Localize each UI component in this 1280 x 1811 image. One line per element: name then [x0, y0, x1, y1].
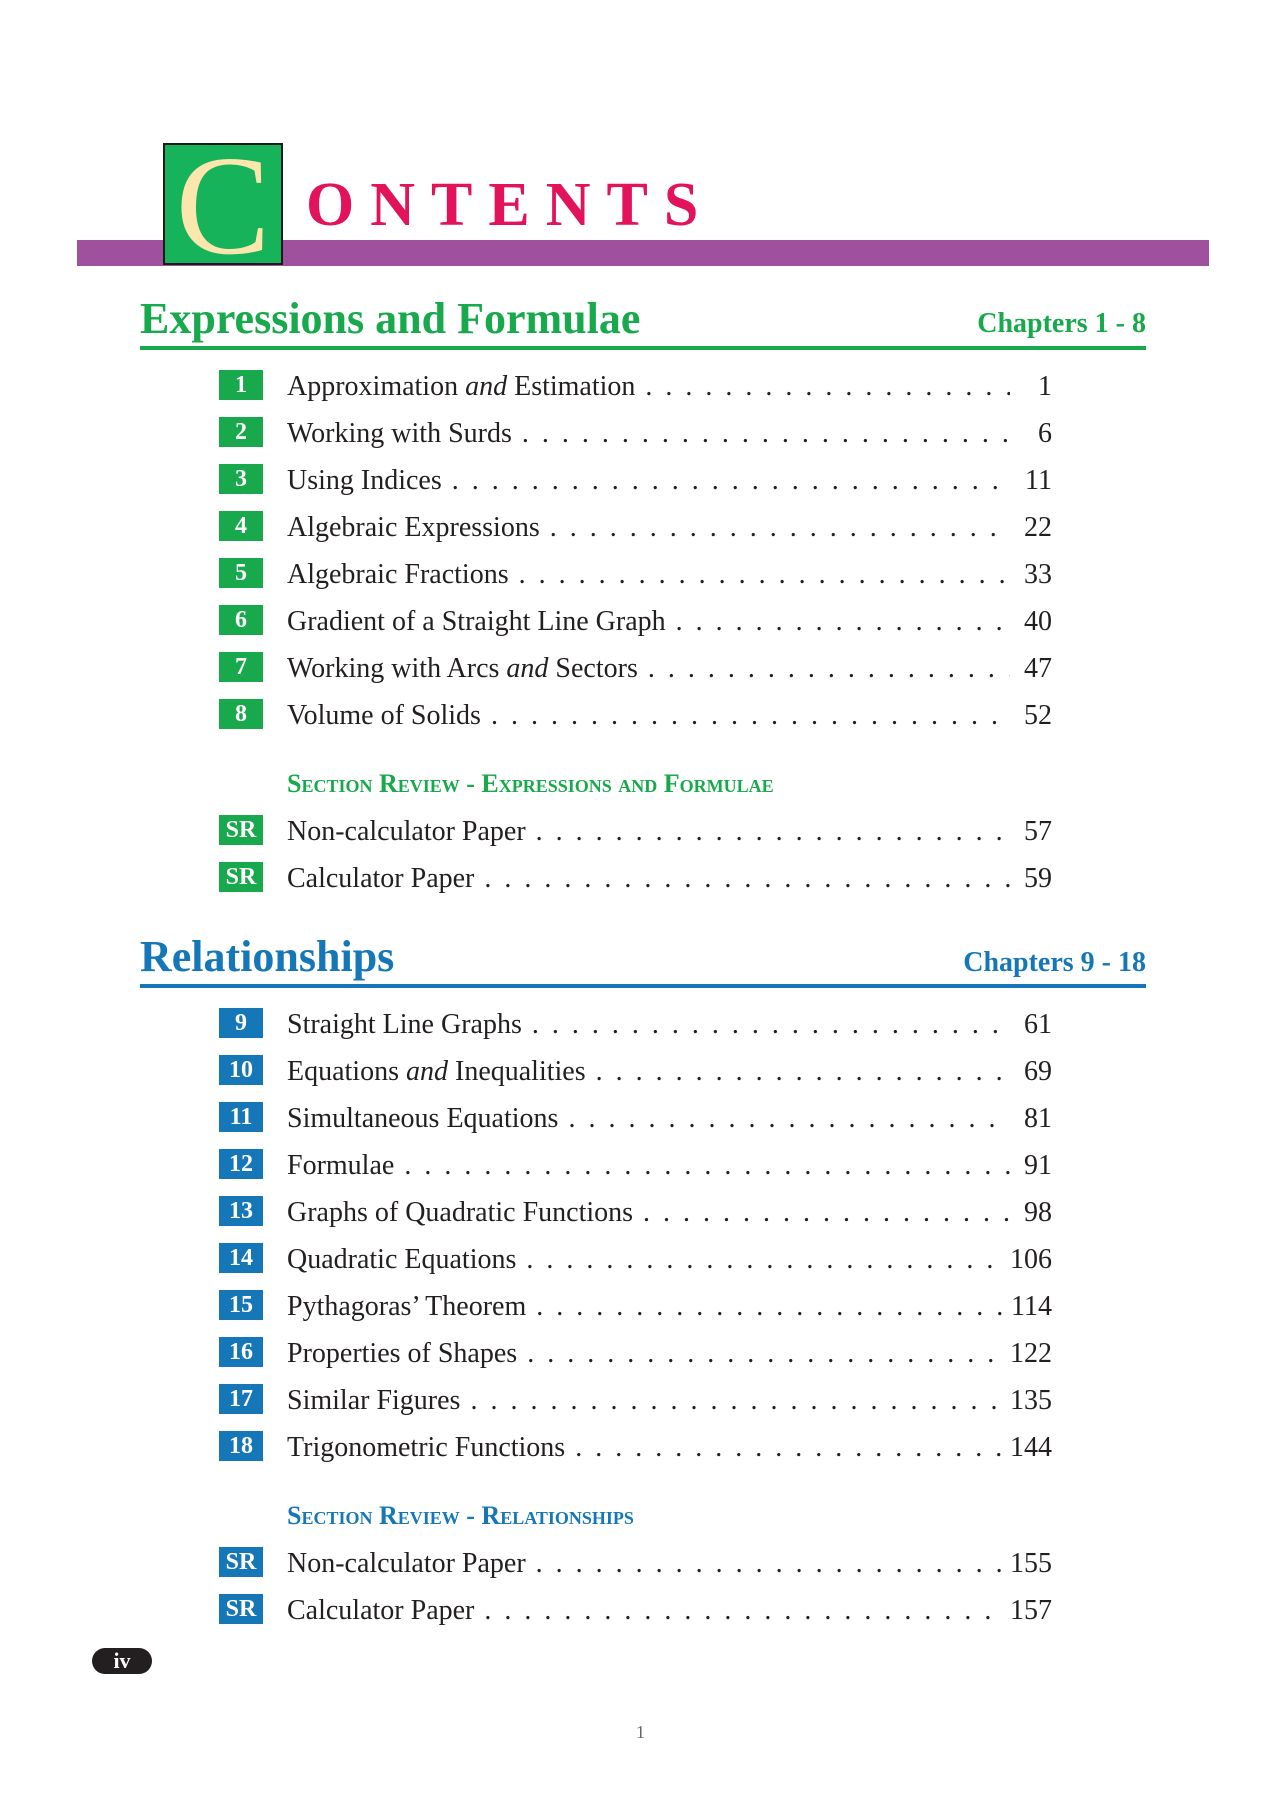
chapter-badge: 15 [219, 1290, 263, 1320]
chapter-title: Properties of Shapes [287, 1337, 518, 1369]
dot-leader [568, 1103, 1010, 1135]
toc-row[interactable] [0, 1048, 1280, 1095]
toc-row[interactable] [0, 1540, 1280, 1587]
dot-leader [522, 418, 1010, 450]
page-number: 98 [1024, 1196, 1052, 1228]
page-number: 52 [1024, 699, 1052, 731]
page-number: 114 [1011, 1290, 1052, 1322]
section-review-heading: Section Review - Expressions and Formulae [287, 769, 774, 798]
dot-leader [645, 371, 1010, 403]
contents-title: ONTENTS [306, 171, 715, 239]
chapter-badge: 16 [219, 1337, 263, 1367]
toc-row[interactable] [0, 1587, 1280, 1634]
page-number: 135 [1010, 1384, 1052, 1416]
page-number: 69 [1024, 1055, 1052, 1087]
chapter-title: Pythagoras’ Theorem [287, 1290, 527, 1322]
chapter-title: Graphs of Quadratic Functions [287, 1196, 634, 1228]
section-review-heading: Section Review - Relationships [287, 1501, 634, 1530]
page-number: 157 [1010, 1594, 1052, 1626]
section-range: Chapters 9 - 18 [963, 947, 1146, 978]
footer-mark: 1 [636, 1722, 645, 1742]
chapter-title: Algebraic Expressions [287, 511, 540, 543]
dot-leader [484, 1595, 1002, 1627]
review-badge: SR [219, 1594, 263, 1624]
toc-row[interactable] [0, 692, 1280, 739]
toc-row[interactable] [0, 598, 1280, 645]
section-title: Expressions and Formulae [140, 294, 641, 343]
section-range: Chapters 1 - 8 [977, 308, 1146, 339]
chapter-badge: 8 [219, 699, 263, 729]
toc-row[interactable] [0, 1001, 1280, 1048]
chapter-badge: 11 [219, 1102, 263, 1132]
page-number: 33 [1024, 558, 1052, 590]
contents-initial-letter: C [175, 126, 271, 284]
dot-leader [484, 863, 1010, 895]
page-number-tab: iv [92, 1648, 152, 1674]
chapter-badge: 18 [219, 1431, 263, 1461]
review-title: Non-calculator Paper [287, 815, 526, 847]
review-title: Calculator Paper [287, 862, 475, 894]
chapter-title: Working with Surds [287, 417, 512, 449]
chapter-badge: 10 [219, 1055, 263, 1085]
chapter-badge: 6 [219, 605, 263, 635]
page-number: 47 [1024, 652, 1052, 684]
chapter-title: Trigonometric Functions [287, 1431, 566, 1463]
dot-leader [536, 1291, 1003, 1323]
page-number: 155 [1010, 1547, 1052, 1579]
toc-row[interactable] [0, 363, 1280, 410]
toc-row[interactable] [0, 1283, 1280, 1330]
page-number: 57 [1024, 815, 1052, 847]
page-number: 59 [1024, 862, 1052, 894]
dot-leader [575, 1432, 1002, 1464]
toc-row[interactable] [0, 808, 1280, 855]
review-badge: SR [219, 1547, 263, 1577]
dot-leader [452, 465, 1010, 497]
review-title: Calculator Paper [287, 1594, 475, 1626]
review-title: Non-calculator Paper [287, 1547, 526, 1579]
dot-leader [550, 512, 1010, 544]
toc-row[interactable] [0, 551, 1280, 598]
page-number: 81 [1024, 1102, 1052, 1134]
dot-leader [648, 653, 1010, 685]
page-number: 6 [1038, 417, 1052, 449]
toc-row[interactable] [0, 1377, 1280, 1424]
page-number: 40 [1024, 605, 1052, 637]
review-badge: SR [219, 815, 263, 845]
dot-leader [536, 1548, 1002, 1580]
toc-row[interactable] [0, 1236, 1280, 1283]
toc-row[interactable] [0, 1424, 1280, 1471]
dot-leader [491, 700, 1010, 732]
page-number: 91 [1024, 1149, 1052, 1181]
chapter-title: Straight Line Graphs [287, 1008, 522, 1040]
chapter-badge: 12 [219, 1149, 263, 1179]
toc-row[interactable] [0, 1095, 1280, 1142]
review-badge: SR [219, 862, 263, 892]
chapter-badge: 2 [219, 417, 263, 447]
dot-leader [404, 1150, 1010, 1182]
dot-leader [470, 1385, 1002, 1417]
page-number: 144 [1010, 1431, 1052, 1463]
chapter-title: Working with Arcs and Sectors [287, 652, 638, 684]
page-number: 122 [1010, 1337, 1052, 1369]
dot-leader [536, 816, 1010, 848]
toc-row[interactable] [0, 504, 1280, 551]
chapter-badge: 1 [219, 370, 263, 400]
dot-leader [519, 559, 1010, 591]
page-number: 22 [1024, 511, 1052, 543]
chapter-badge: 4 [219, 511, 263, 541]
chapter-badge: 3 [219, 464, 263, 494]
contents-initial-box [163, 126, 283, 284]
chapter-title: Volume of Solids [287, 699, 481, 731]
section-title: Relationships [140, 932, 395, 981]
chapter-title: Formulae [287, 1149, 395, 1181]
chapter-badge: 7 [219, 652, 263, 682]
toc-row[interactable] [0, 1189, 1280, 1236]
page-number: 106 [1010, 1243, 1052, 1275]
page-number: 1 [1038, 370, 1052, 402]
dot-leader [532, 1009, 1010, 1041]
page-number: 11 [1025, 464, 1052, 496]
chapter-title: Algebraic Fractions [287, 558, 509, 590]
chapter-badge: 17 [219, 1384, 263, 1414]
dot-leader [643, 1197, 1010, 1229]
chapter-badge: 13 [219, 1196, 263, 1226]
chapter-title: Equations and Inequalities [287, 1055, 586, 1087]
dot-leader [526, 1244, 1002, 1276]
chapter-title: Quadratic Equations [287, 1243, 517, 1275]
toc-row[interactable] [0, 645, 1280, 692]
dot-leader [596, 1056, 1010, 1088]
chapter-title: Similar Figures [287, 1384, 461, 1416]
toc-row[interactable] [0, 1142, 1280, 1189]
chapter-title: Simultaneous Equations [287, 1102, 559, 1134]
toc-row[interactable] [0, 1330, 1280, 1377]
chapter-title: Using Indices [287, 464, 442, 496]
chapter-badge: 9 [219, 1008, 263, 1038]
dot-leader [527, 1338, 1002, 1370]
chapter-title: Approximation and Estimation [287, 370, 636, 402]
chapter-badge: 14 [219, 1243, 263, 1273]
section-divider [140, 984, 1146, 988]
chapter-title: Gradient of a Straight Line Graph [287, 605, 666, 637]
page-number: 61 [1024, 1008, 1052, 1040]
toc-row[interactable] [0, 410, 1280, 457]
chapter-badge: 5 [219, 558, 263, 588]
section-divider [140, 346, 1146, 350]
toc-row[interactable] [0, 855, 1280, 902]
dot-leader [676, 606, 1010, 638]
toc-row[interactable] [0, 457, 1280, 504]
